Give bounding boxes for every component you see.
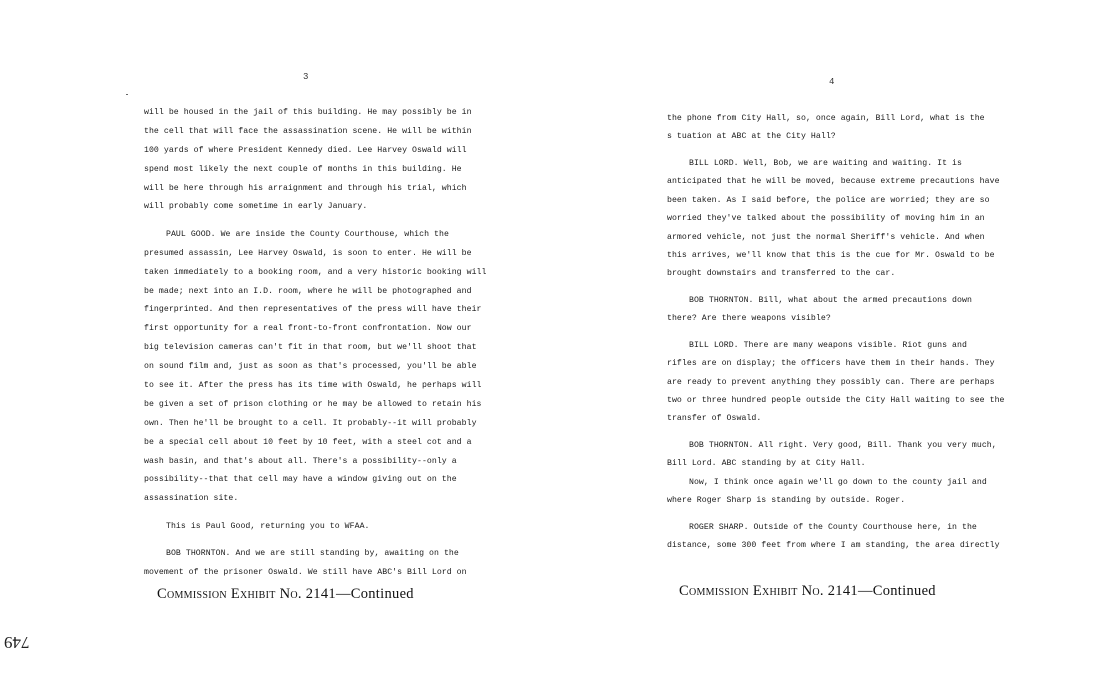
paragraph-gap bbox=[144, 509, 486, 518]
page-number: 4 bbox=[829, 77, 835, 87]
paragraph-gap bbox=[144, 537, 486, 546]
text-line: be given a set of prison clothing or he may be allowed to retain his bbox=[144, 399, 482, 409]
text-line: Bill Lord. ABC standing by at City Hall. bbox=[667, 459, 866, 469]
text-line: will be here through his arraignment and through his trial, which bbox=[144, 183, 467, 193]
volume-page-number: 749 bbox=[4, 633, 30, 652]
exhibit-caption bbox=[157, 586, 414, 603]
exhibit-caption-suffix: —Continued bbox=[335, 586, 414, 602]
text-line: spend most likely the next couple of months in this building. He bbox=[144, 164, 462, 174]
text-line: taken immediately to a booking room, and a very historic booking will bbox=[144, 267, 487, 277]
exhibit-caption-suffix: —Continued bbox=[857, 583, 936, 599]
text-line: movement of the prisoner Oswald. We still have ABC's Bill Lord on bbox=[144, 567, 467, 577]
text-line: armored vehicle, not just the normal Sheriff's vehicle. And when bbox=[667, 232, 985, 242]
text-line: ROGER SHARP. Outside of the County Courthouse here, in the bbox=[689, 522, 977, 532]
text-line: where Roger Sharp is standing by outside. Roger. bbox=[667, 496, 906, 506]
text-line: This is Paul Good, returning you to WFAA. bbox=[166, 521, 370, 531]
text-line: are ready to prevent anything they possibly can. There are perhaps bbox=[667, 377, 995, 387]
transcript-text bbox=[667, 110, 1005, 556]
text-line: there? Are there weapons visible? bbox=[667, 314, 831, 324]
text-line: transfer of Oswald. bbox=[667, 414, 762, 424]
text-line: be a special cell about 10 feet by 10 feet, with a steel cot and a bbox=[144, 437, 472, 447]
paragraph-gap bbox=[667, 147, 1005, 155]
transcript-text bbox=[144, 104, 486, 583]
text-line: worried they've talked about the possibility of moving him in an bbox=[667, 214, 985, 224]
text-line: will probably come sometime in early January. bbox=[144, 202, 368, 212]
text-line: presumed assassin, Lee Harvey Oswald, is soon to enter. He will be bbox=[144, 248, 472, 258]
text-line: BILL LORD. There are many weapons visible. Riot guns and bbox=[689, 340, 967, 350]
paragraph-gap bbox=[667, 429, 1005, 437]
text-line: the cell that will face the assassination scene. He will be within bbox=[144, 126, 472, 136]
paragraph-gap bbox=[144, 217, 486, 226]
text-line: 100 yards of where President Kennedy died. Lee Harvey Oswald will bbox=[144, 145, 467, 155]
text-line: s tuation at ABC at the City Hall? bbox=[667, 132, 836, 142]
exhibit-caption-main: Commission Exhibit No. 2141 bbox=[157, 586, 336, 602]
text-line: BOB THORNTON. All right. Very good, Bill. Thank you very much, bbox=[689, 441, 997, 450]
text-line: this arrives, we'll know that this is the cue for Mr. Oswald to be bbox=[667, 250, 995, 260]
text-line: distance, some 300 feet from where I am standing, the area directly bbox=[667, 541, 1000, 551]
text-line: rifles are on display; the officers have them in their hands. They bbox=[667, 359, 995, 369]
paragraph-gap bbox=[667, 284, 1005, 292]
paragraph-gap bbox=[667, 511, 1005, 519]
text-line: assassination site. bbox=[144, 494, 239, 504]
text-line: Now, I think once again we'll go down to the county jail and bbox=[689, 477, 987, 487]
text-line: BOB THORNTON. And we are still standing by, awaiting on the bbox=[166, 549, 459, 559]
text-line: on sound film and, just as soon as that's processed, you'll be able bbox=[144, 362, 477, 372]
text-line: own. Then he'll be brought to a cell. It probably--it will probably bbox=[144, 418, 477, 428]
text-line: been taken. As I said before, the police are worried; they are so bbox=[667, 195, 990, 205]
text-line: wash basin, and that's about all. There's a possibility--only a bbox=[144, 456, 457, 466]
text-line: possibility--that that cell may have a window giving out on the bbox=[144, 475, 457, 485]
text-line: first opportunity for a real front-to-front confrontation. Now our bbox=[144, 324, 472, 334]
text-line: PAUL GOOD. We are inside the County Courthouse, which the bbox=[166, 229, 449, 239]
text-line: anticipated that he will be moved, because extreme precautions have bbox=[667, 177, 1000, 187]
exhibit-caption bbox=[679, 583, 936, 600]
right-page bbox=[547, 0, 1094, 691]
text-line: be made; next into an I.D. room, where he will be photographed and bbox=[144, 286, 472, 296]
page-number: 3 bbox=[303, 72, 309, 82]
text-line: BOB THORNTON. Bill, what about the armed precautions down bbox=[689, 295, 972, 305]
text-line: brought downstairs and transferred to the car. bbox=[667, 269, 896, 279]
text-line: two or three hundred people outside the City Hall waiting to see the bbox=[667, 396, 1005, 406]
text-line: to see it. After the press has its time with Oswald, he perhaps will bbox=[144, 380, 482, 390]
text-line: the phone from City Hall, so, once again, Bill Lord, what is the bbox=[667, 114, 985, 123]
paragraph-gap bbox=[667, 329, 1005, 337]
text-line: fingerprinted. And then representatives of the press will have their bbox=[144, 305, 482, 315]
exhibit-caption-main: Commission Exhibit No. 2141 bbox=[679, 583, 858, 599]
text-line: will be housed in the jail of this building. He may possibly be in bbox=[144, 108, 472, 117]
text-line: big television cameras can't fit in that room, but we'll shoot that bbox=[144, 343, 477, 353]
scan-speck bbox=[126, 94, 128, 95]
text-line: BILL LORD. Well, Bob, we are waiting and waiting. It is bbox=[689, 158, 962, 168]
